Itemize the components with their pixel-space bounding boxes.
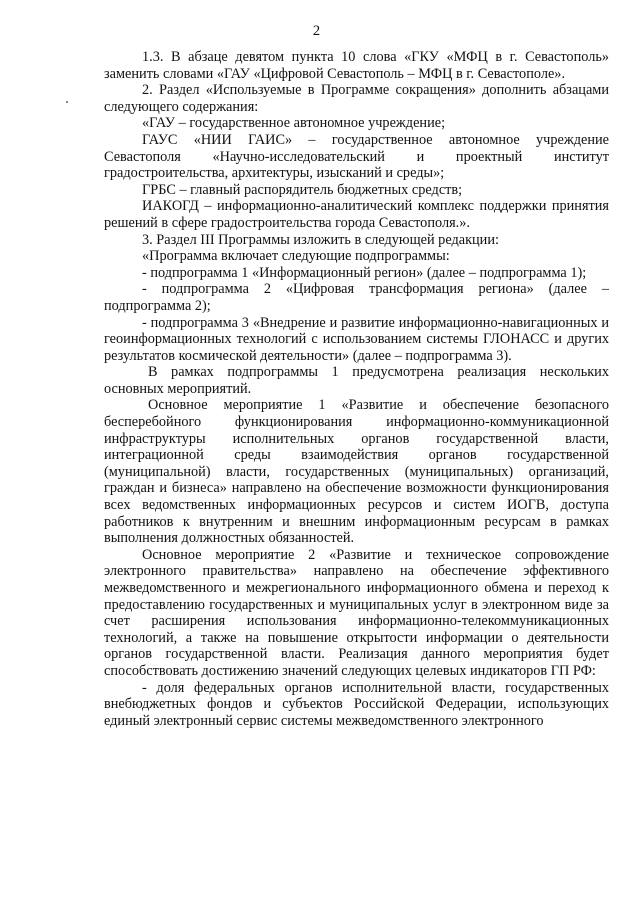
paragraph-abbr-grbs: ГРБС – главный распорядитель бюджетных средств;	[142, 181, 463, 198]
paragraph-abbr-gaus: ГАУС «НИИ ГАИС» – государственное автономное учреждение Севастополя «Научно-исследовательский и проектный институт градостроительства, архитектуры, изысканий и среды»;	[104, 131, 609, 182]
paragraph-main-measure-1: Основное мероприятие 1 «Развитие и обеспечение безопасного бесперебойного функционирования информационно-коммуникационной инфраструктуры исполнительных органов государственной власти, интеграционной среды взаимодействия органов государственной (муниципальной) власти, государственных (муниципальных) организаций, граждан и бизнеса» направлено на обеспечение возможности функционирования всех ведомственных информационных ресурсов и систем ИОГВ, доступа работников к внутренним и внешним информационным ресурсам в рамках выполнения должностных обязанностей.	[104, 397, 609, 547]
list-item-subprogram-2: - подпрограмма 2 «Цифровая трансформация региона» (далее – подпрограмма 2);	[104, 281, 609, 314]
paragraph-abbr-gau: «ГАУ – государственное автономное учреждение;	[142, 115, 446, 132]
paragraph-program-includes: «Программа включает следующие подпрограммы:	[142, 248, 450, 265]
paragraph-section-abbreviations: 2. Раздел «Используемые в Программе сокращения» дополнить абзацами следующего содержания:	[104, 82, 609, 115]
body-text	[104, 49, 609, 729]
page-number: 2	[312, 23, 321, 39]
list-item-subprogram-1: - подпрограмма 1 «Информационный регион» (далее – подпрограмма 1);	[142, 264, 587, 281]
paragraph-abbr-iakogd: ИАКОГД – информационно-аналитический комплекс поддержки принятия решений в сфере градостроительства города Севастополя.».	[104, 198, 609, 231]
paragraph-amendment-1-3: 1.3. В абзаце девятом пункта 10 слова «ГКУ «МФЦ в г. Севастополь» заменить словами «ГАУ «Цифровой Севастополь – МФЦ в г. Севастополе».	[104, 49, 609, 82]
list-item-indicator-share: - доля федеральных органов исполнительной власти, государственных внебюджетных фондов и субъектов Российской Федерации, использующих единый электронный сервис системы межведомственного электронного	[104, 679, 609, 729]
margin-mark	[66, 101, 68, 103]
paragraph-section-iii: 3. Раздел III Программы изложить в следующей редакции:	[142, 231, 499, 248]
paragraph-subprogram-1-measures: В рамках подпрограммы 1 предусмотрена реализация нескольких основных мероприятий.	[104, 364, 609, 397]
list-item-subprogram-3: - подпрограмма 3 «Внедрение и развитие информационно-навигационных и геоинформационных технологий с использованием системы ГЛОНАСС и других результатов космической деятельности» (далее – подпрограмма 3).	[104, 314, 609, 364]
paragraph-main-measure-2: Основное мероприятие 2 «Развитие и техническое сопровождение электронного правительства» направлено на обеспечение эффективного межведомственного и межрегионального информационного обмена и переход к предоставлению государственных и муниципальных услуг в электронном виде за счет расширения использования информационно-телекоммуникационных технологий, а также на повышение открытости информации о деятельности органов государственной власти. Реализация данного мероприятия будет способствовать достижению значений следующих целевых индикаторов ГП РФ:	[104, 546, 609, 679]
